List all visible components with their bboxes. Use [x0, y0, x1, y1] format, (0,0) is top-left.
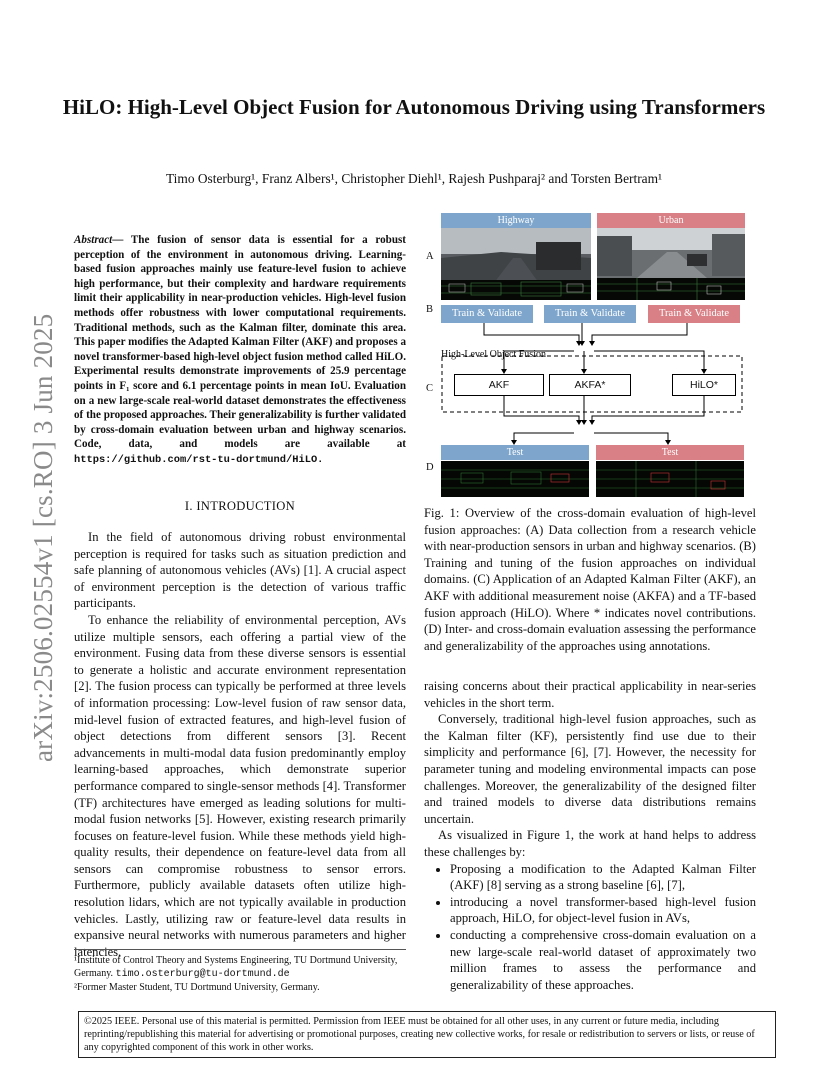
copyright-notice: ©2025 IEEE. Personal use of this material is permitted. Permission from IEEE must be obtained for all other uses, in any current or future media, including reprinting/republishing this material for advertising or promotional purposes, creating new collective works, for resale or redistribution to servers or lists, or reuse of any copyrighted component of this work in other works.	[78, 1011, 776, 1058]
test-highway-header: Test	[441, 445, 589, 460]
row-label-d: D	[426, 462, 434, 473]
right-column-text	[424, 678, 756, 993]
hilo-box: HiLO*	[672, 374, 736, 396]
urban-test-visualization	[596, 461, 744, 497]
akfa-box: AKFA*	[549, 374, 631, 396]
fusion-label: High-Level Object Fusion	[441, 349, 546, 360]
train-validate-highway: Train & Validate	[441, 305, 533, 323]
highway-camera-image	[441, 228, 591, 300]
section-heading: I. INTRODUCTION	[184, 499, 296, 513]
akf-box: AKF	[454, 374, 544, 396]
email-link[interactable]: timo.osterburg@tu-dortmund.de	[115, 969, 290, 980]
right-paragraph-0: raising concerns about their practical applicability in near-series vehicles in the short term.	[424, 679, 756, 710]
right-paragraph-1: Conversely, traditional high-level fusion approaches, such as the Kalman filter (KF), persistently find use due to their simplicity and performance [6], [7]. However, the necessity for parameter tuning and modeling environmental impacts can pose challenges. Moreover, the generalizability of the designed filter and trained models to diverse data distributions remains uncertain.	[424, 712, 756, 826]
author-list: Timo Osterburg¹, Franz Albers¹, Christopher Diehl¹, Rajesh Pushparaj² and Torsten Bertram¹	[165, 171, 663, 186]
abstract	[74, 233, 406, 468]
abstract-label: Abstract	[74, 234, 113, 246]
introduction-text	[74, 529, 406, 960]
header-highway: Highway	[441, 213, 591, 228]
test-urban-header: Test	[596, 445, 744, 460]
header-urban: Urban	[597, 213, 745, 228]
list-item: • Proposing a modification to the Adapted Kalman Filter (AKF) [8] serving as a strong baseline [6], [7],	[450, 861, 756, 894]
row-label-c: C	[426, 383, 434, 394]
paper-title: HiLO: High-Level Object Fusion for Autonomous Driving using Transformers	[62, 95, 766, 119]
figure-1	[424, 211, 760, 499]
intro-paragraph-1: In the field of autonomous driving robust environmental perception is required for tasks such as situation prediction and safe planning of autonomous vehicles (AVs) [1]. A crucial aspect of environment perception is the detection of various traffic participants.	[74, 530, 406, 611]
right-paragraph-2: As visualized in Figure 1, the work at hand helps to address these challenges by:	[424, 828, 756, 859]
list-item: • conducting a comprehensive cross-domain evaluation on a new large-scale real-world dataset of approximately two million frames to assess the performance and generalizability of these approaches.	[450, 927, 756, 993]
highway-test-visualization	[441, 461, 589, 497]
list-item: • introducing a novel transformer-based high-level fusion approach, HiLO, for object-level fusion in AVs,	[450, 894, 756, 927]
footnote-1: ¹Institute of Control Theory and Systems Engineering, TU Dortmund University, Germany. timo.osterburg@tu-dortmund.de	[74, 955, 398, 980]
figure-caption: Fig. 1: Overview of the cross-domain evaluation of high-level fusion approaches: (A) Data collection from a research vehicle with near-production sensors in urban and highway scenarios. (B) Training and tuning of the fusion approaches on individual domains. (C) Application of an Adapted Kalman Filter (AKF), an AKF with additional measurement noise (AKFA) and a TF-based fusion approach (HiLO). Where * indicates novel contributions. (D) Inter- and cross-domain evaluation assessing the performance and generalizability of the approaches using annotations.	[424, 506, 756, 653]
contribution-list	[424, 861, 756, 994]
row-label-b: B	[426, 304, 434, 315]
abstract-text: — The fusion of sensor data is essential for a robust perception of the environment in autonomous driving. Learning-based fusion approaches mainly use feature-level fusion to achieve high performance, but their complexity and hardware requirements limit their applicability in near-production vehicles. High-level fusion methods offer robustness with lower computational requirements. Traditional methods, such as the Kalman filter, dominate this area. This paper modifies the Adapted Kalman Filter (AKF) and proposes a novel transformer-based high-level object fusion method called HiLO. Experimental results demonstrate improvements of 25.9 percentage points in F₁ score and 6.1 percentage points in mean IoU. Evaluation on a new large-scale real-world dataset demonstrates the effectiveness of the proposed approaches. Their generalizability is further validated by cross-domain evaluation between urban and highway scenarios. Code, data, and models are available at	[74, 234, 406, 451]
train-validate-mixed: Train & Validate	[544, 305, 636, 323]
row-label-a: A	[426, 251, 434, 262]
intro-paragraph-2: To enhance the reliability of environmental perception, AVs utilize multiple sensors, each offering a partial view of the environment. Fusing data from these diverse sensors is essential to generate a holistic and accurate environment representation [2]. The fusion process can typically be performed at three levels of information processing: Low-level fusion of raw sensor data, mid-level fusion of extracted features, and high-level fusion of object detections from different sensors [3]. Recent advancements in multi-modal data fusion predominantly employ learning-based approaches, which demonstrate superior performance compared to single-sensor methods [4]. Transformer (TF) architectures have emerged as leading solutions for multi-modal fusion networks [5]. However, existing research primarily focuses on feature-level fusion. While these methods yield high-quality results, their dependence on feature-level data from all sensors can compromise robustness to sensor errors. Furthermore, publicly available datasets often utilize high-resolution lidars, which are not typically available in production vehicles. Lastly, utilizing raw or feature-level data results in expansive neural networks with numerous parameters and higher latencies,	[74, 612, 406, 959]
urban-camera-image	[597, 228, 745, 300]
train-validate-urban: Train & Validate	[648, 305, 740, 323]
code-url[interactable]: https://github.com/rst-tu-dortmund/HiLO.	[74, 453, 324, 466]
footnotes	[74, 949, 406, 994]
footnote-2: ²Former Master Student, TU Dortmund University, Germany.	[74, 982, 320, 993]
